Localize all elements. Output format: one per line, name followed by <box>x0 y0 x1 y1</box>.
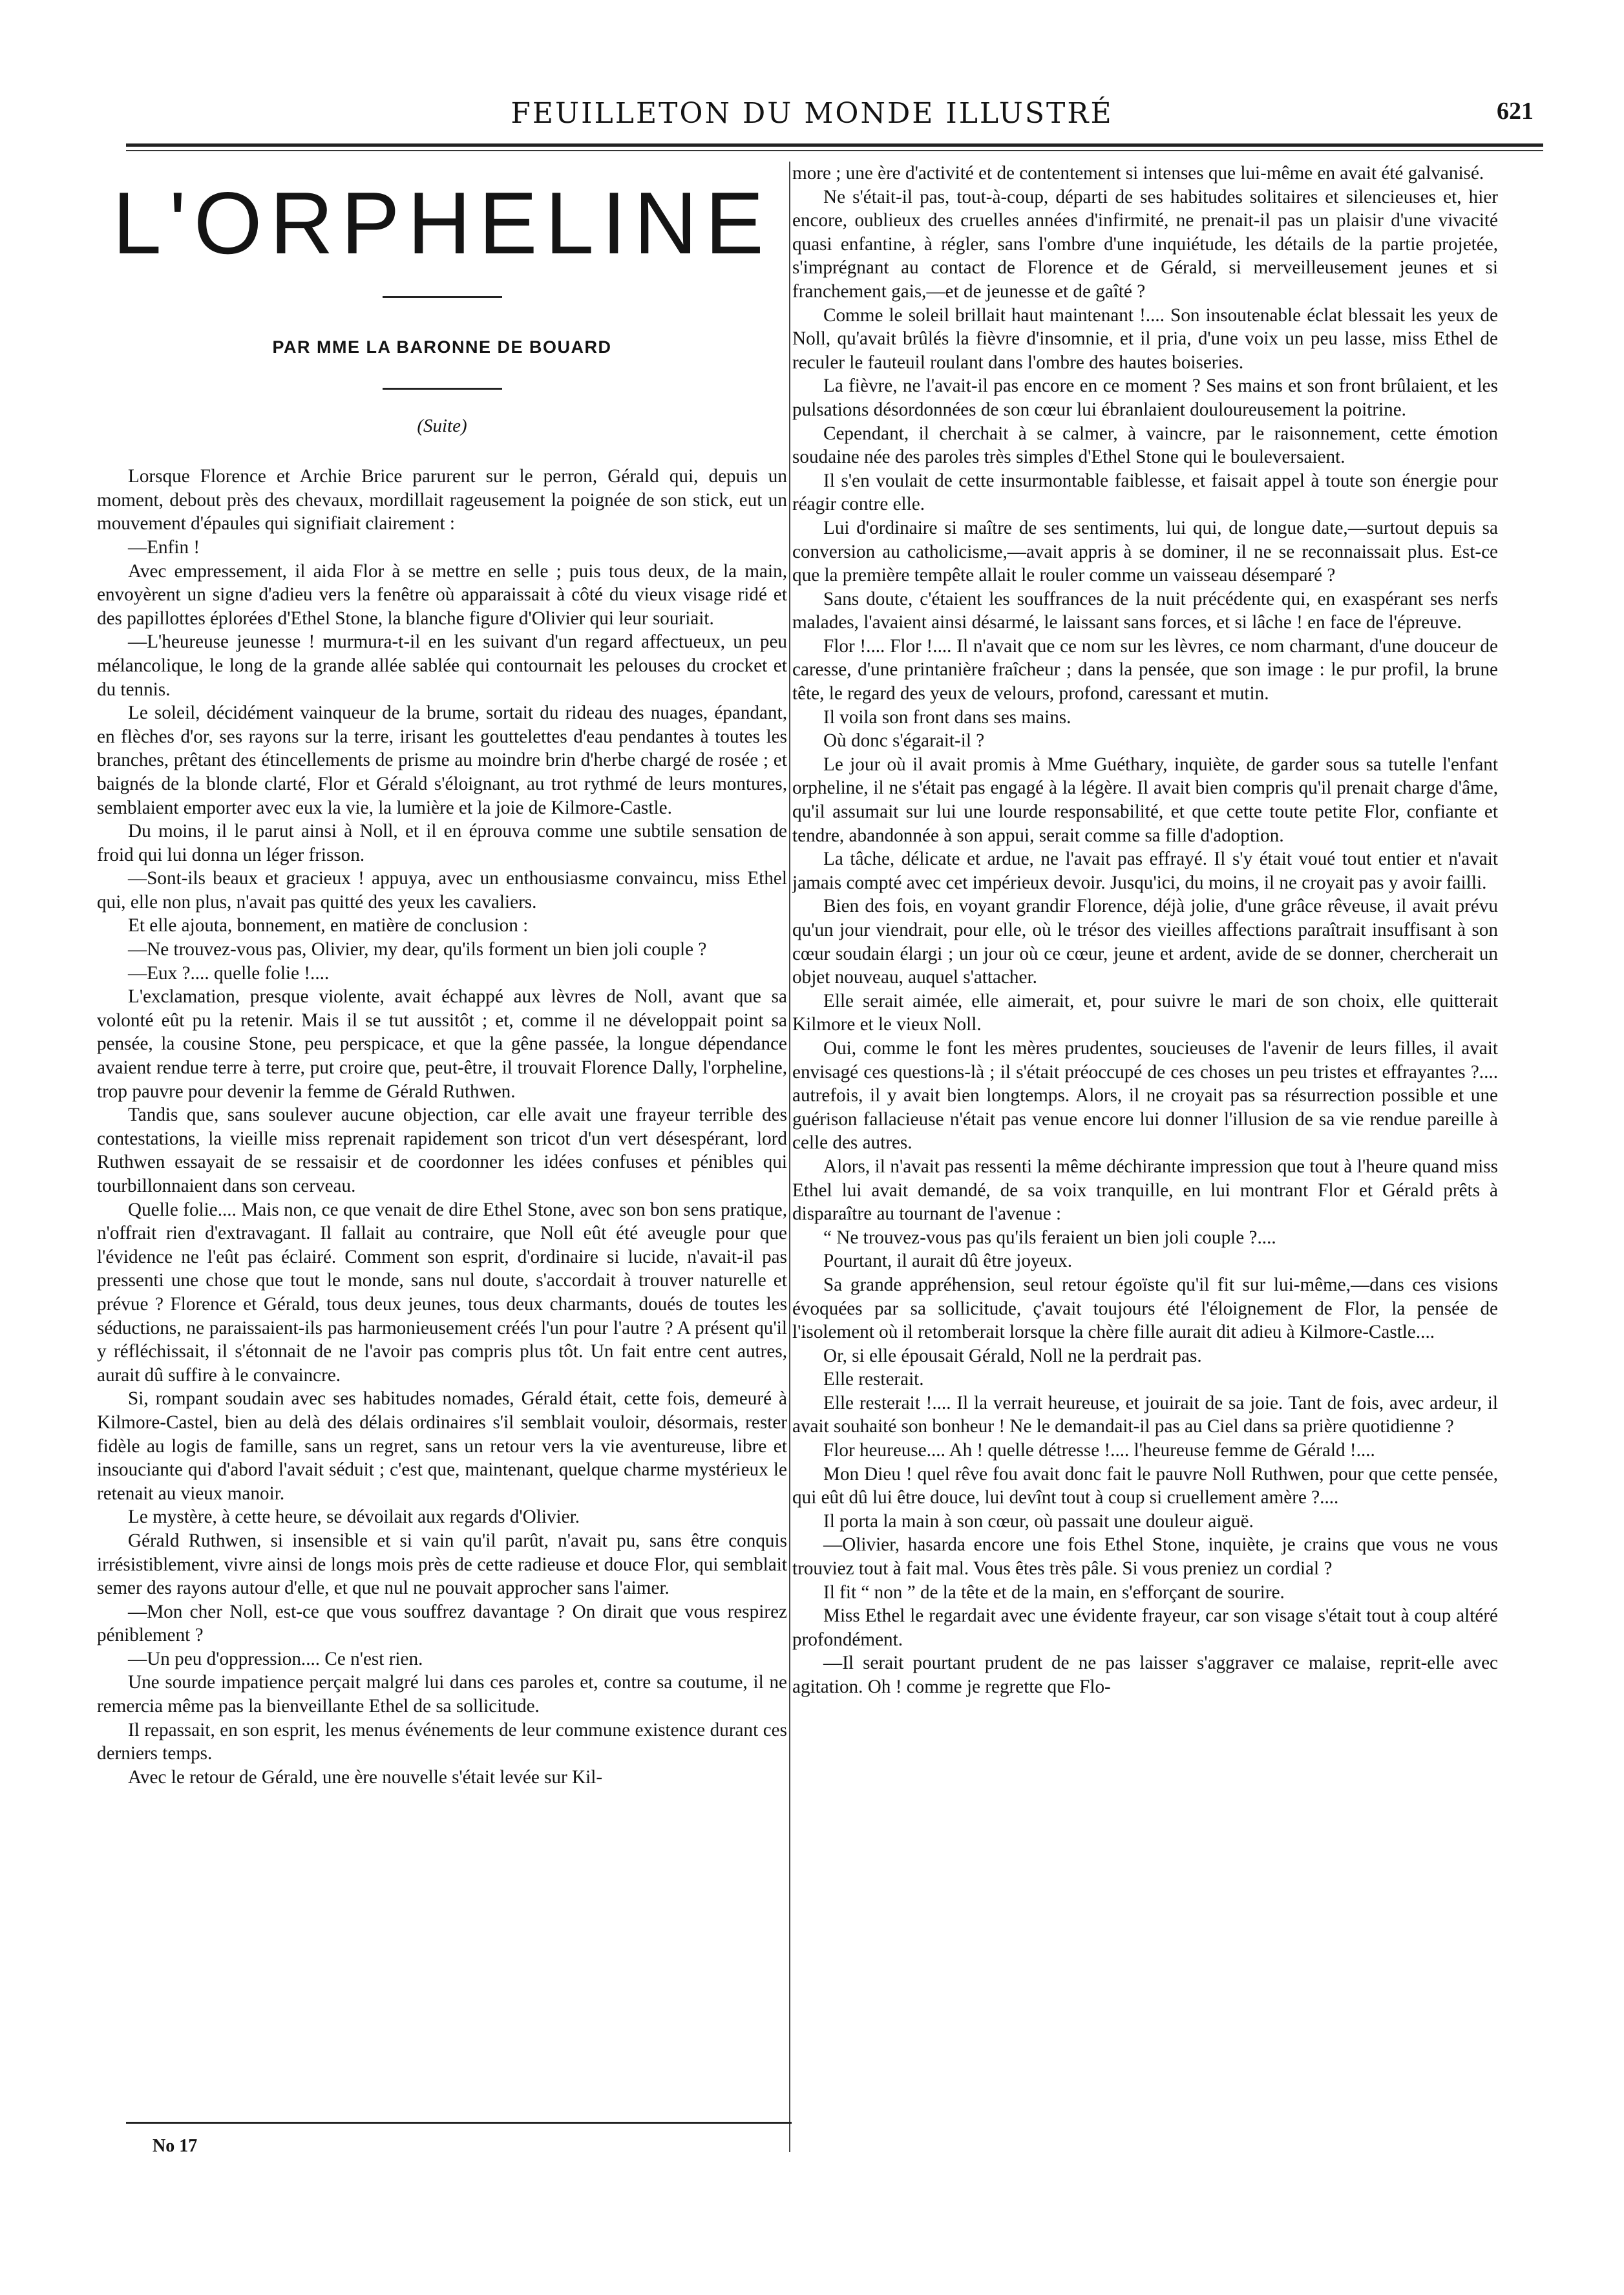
paragraph: —Eux ?.... quelle folie !.... <box>128 962 330 984</box>
paragraph: Avec empressement, il aida Flor à se mettre en selle ; puis tous deux, de la main, envoyèrent un signe d'adieu vers la fenêtre où apparaissait à côté du vieux visage ridé et des papillottes éplorées d'Ethel Stone, la blanche figure d'Olivier qui leur souriait. <box>97 560 787 629</box>
paragraph: Il s'en voulait de cette insurmontable faiblesse, et faisait appel à toute son énergie pour réagir contre elle. <box>792 470 1498 515</box>
paragraph: —Mon cher Noll, est-ce que vous souffrez davantage ? On dirait que vous respirez péniblement ? <box>97 1601 787 1646</box>
paragraph: La fièvre, ne l'avait-il pas encore en ce moment ? Ses mains et son front brûlaient, et les pulsations désordonnées de son cœur lui ébranlaient douloureusement la poitrine. <box>792 375 1498 420</box>
running-head <box>0 97 1624 136</box>
article-title: L'ORPHELINE <box>112 174 772 272</box>
paragraph: Si, rompant soudain avec ses habitudes nomades, Gérald était, cette fois, demeuré à Kilmore-Castel, bien au delà des délais ordinaires s'il semblait vouloir, désormais, rester fidèle au logis de famille, sans un regret, sans un retour vers la vie aventureuse, libre et insouciante qui d'abord l'avait séduit ; c'est que, maintenant, quelque charme mystérieux le retenait au vieux manoir. <box>97 1388 787 1504</box>
paragraph: Elle serait aimée, elle aimerait, et, pour suivre le mari de son choix, elle quitterait Kilmore et le vieux Noll. <box>792 990 1498 1035</box>
paragraph: Cependant, il cherchait à se calmer, à vaincre, par le raisonnement, cette émotion soudaine née des paroles très simples d'Ethel Stone qui le bouleversaient. <box>792 423 1498 468</box>
left-column-body <box>97 465 787 1789</box>
paragraph: —Un peu d'oppression.... Ce n'est rien. <box>128 1648 423 1669</box>
paragraph: Ne s'était-il pas, tout-à-coup, départi de ses habitudes solitaires et silencieuses et, hier encore, oublieux des cruelles années d'infirmité, ne prenait-il pas un plaisir d'une vivacité quasi enfantine, à régler, sans l'ombre d'une inquiétude, les détails de la partie projetée, s'imprégnant au contact de Florence et de Gérald, si merveilleusement jeunes et si franchement gais,—et de jeunesse et de gaîté ? <box>792 186 1498 302</box>
paragraph: Lorsque Florence et Archie Brice parurent sur le perron, Gérald qui, depuis un moment, debout près des chevaux, mordillait rageusement la poignée de son stick, eut un mouvement d'épaules qui signifiait clairement : <box>97 466 787 534</box>
paragraph: Lui d'ordinaire si maître de ses sentiments, lui qui, de longue date,—surtout depuis sa conversion au catholicisme,—avait appris à se dominer, il ne se reconnaissait plus. Est-ce que la première tempête allait le rouler comme un vaisseau désemparé ? <box>792 517 1498 586</box>
paragraph: L'exclamation, presque violente, avait échappé aux lèvres de Noll, avant que sa volonté eût pu la retenir. Mais il se tut aussitôt ; et, comme il ne développait point sa pensée, la cousine Stone, peu perspicace, et que la gêne passée, la longue dépendance avaient rendue terre à terre, put croire que, peut-être, il trouvait Florence Dally, l'orpheline, trop pauvre pour devenir la femme de Gérald Ruthwen. <box>97 986 787 1102</box>
paragraph: La tâche, délicate et ardue, ne l'avait pas effrayé. Il s'y était voué tout entier et n'avait jamais compté avec cet impérieux devoir. Jusqu'ici, du moins, il ne croyait pas y avoir failli. <box>792 849 1498 893</box>
page-number: 621 <box>1497 98 1534 125</box>
paragraph: Bien des fois, en voyant grandir Florence, déjà jolie, d'une grâce rêveuse, il avait prévu qu'un jour viendrait, pour elle, où le trésor des vieilles affections paraîtrait insuffisant à son cœur soudain élargi ; un jour où ce cœur, jeune et ardent, avide de se donner, chercherait un objet nouveau, auquel s'attacher. <box>792 896 1498 988</box>
paragraph: —Enfin ! <box>128 536 200 558</box>
paragraph: Il repassait, en son esprit, les menus événements de leur commune existence durant ces derniers temps. <box>97 1719 787 1764</box>
paragraph: Le soleil, décidément vainqueur de la brume, sortait du rideau des nuages, épandant, en flèches d'or, ses rayons sur la terre, irisant les gouttelettes d'eau pendantes à toutes les branches, prêtant des étincellements de prisme au moindre brin d'herbe chargé de rosée ; et baignés de la blonde clarté, Flor et Gérald s'éloignant, au trot rythmé de leurs montures, semblaient emporter avec eux la vie, la lumière et la joie de Kilmore-Castle. <box>97 703 787 818</box>
paragraph: Pourtant, il aurait dû être joyeux. <box>823 1251 1073 1272</box>
right-column-body <box>792 185 1498 1699</box>
paragraph: Flor !.... Flor !.... Il n'avait que ce nom sur les lèvres, ce nom charmant, d'une douceur de caresse, d'une printanière fraîcheur ; dans la pensée, que son image : le pur profil, la brune tête, le regard des yeux de velours, profond, caressant et mutin. <box>792 635 1498 704</box>
paragraph: Gérald Ruthwen, si insensible et si vain qu'il parût, n'avait pu, sans être conquis irrésistiblement, vivre ainsi de longs mois près de cette radieuse et douce Flor, qui semblait semer des rayons autour d'elle, et que nul ne pouvait approcher sans l'aimer. <box>97 1530 787 1599</box>
paragraph: Le mystère, à cette heure, se dévoilait aux regards d'Olivier. <box>128 1507 580 1528</box>
right-column <box>792 162 1498 2159</box>
paragraph: —Ne trouvez-vous pas, Olivier, my dear, qu'ils forment un bien joli couple ? <box>128 939 707 960</box>
byline: PAR MME LA BARONNE DE BOUARD <box>272 337 612 357</box>
paragraph: —Il serait pourtant prudent de ne pas laisser s'aggraver ce malaise, reprit-elle avec agitation. Oh ! comme je regrette que Flo- <box>792 1653 1498 1697</box>
paragraph: “ Ne trouvez-vous pas qu'ils feraient un bien joli couple ?.... <box>823 1227 1276 1248</box>
header-rule-thin <box>126 150 1543 151</box>
paragraph: Sa grande appréhension, seul retour égoïste qu'il fit sur lui-même,—dans ces visions évoquées par sa sollicitude, ç'avait toujours été l'éloignement de Flor, la pensée de l'isolement où il retomberait lorsque la chère fille aurait dit adieu à Kilmore-Castle.... <box>792 1274 1498 1343</box>
column-divider <box>789 162 790 2152</box>
paragraph: Flor heureuse.... Ah ! quelle détresse !.... l'heureuse femme de Gérald !.... <box>823 1440 1375 1461</box>
paragraph: Sans doute, c'étaient les souffrances de la nuit précédente qui, en exaspérant ses nerfs malades, l'avaient ainsi désarmé, le laissant sans forces, et si lâche ! en face de l'épreuve. <box>792 588 1498 633</box>
header-rule <box>126 143 1543 147</box>
running-title: FEUILLETON DU MONDE ILLUSTRÉ <box>511 97 1113 130</box>
paragraph: Alors, il n'avait pas ressenti la même déchirante impression que tout à l'heure quand miss Ethel lui avait demandé, de sa voix tranquille, en lui montrant Flor et Gérald prêts à disparaître au tournant de l'avenue : <box>792 1156 1498 1225</box>
paragraph: Il porta la main à son cœur, où passait une douleur aiguë. <box>823 1510 1254 1532</box>
paragraph: Mon Dieu ! quel rêve fou avait donc fait le pauvre Noll Ruthwen, pour que cette pensée, qui eût dû lui être douce, lui devînt tout à coup si cruellement amère ?.... <box>792 1463 1498 1508</box>
footer-rule <box>126 2122 792 2124</box>
paragraph: Où donc s'égarait-il ? <box>823 730 985 752</box>
paragraph: Elle resterait. <box>823 1369 924 1390</box>
paragraph: Du moins, il le parut ainsi à Noll, et il en éprouva comme une subtile sensation de froid qui lui donna un léger frisson. <box>97 821 787 865</box>
byline-rule <box>383 388 502 390</box>
paragraph: Oui, comme le font les mères prudentes, soucieuses de l'avenir de leurs filles, il avait envisagé ces questions-là ; il s'était préoccupé de ces choses un peu tristes et effrayantes ?.... autrefois, il y avait bien longtemps. Alors, il ne croyait pas sa résurrection possible et une guérison fallacieuse n'était pas venue encore lui donner l'illusion de sa vie rendue pareille à celle des autres. <box>792 1037 1498 1154</box>
paragraph: Et elle ajouta, bonnement, en matière de conclusion : <box>128 915 529 936</box>
paragraph: Il voila son front dans ses mains. <box>823 706 1071 728</box>
paragraph: Quelle folie.... Mais non, ce que venait de dire Ethel Stone, avec son bon sens pratique, n'offrait rien d'extravagant. Il fallait au contraire, que Noll eût été aveugle pour que l'évidence ne l'eût pas éclairé. Comment son esprit, d'ordinaire si lucide, n'avait-il pas pressenti une chose que tout le monde, sans nul doute, s'accordait à trouver naturelle et prévue ? Florence et Gérald, tous deux jeunes, tous deux charmants, doués de toutes les séductions, ne paraissaient-ils pas harmonieusement créés l'un pour l'autre ? A présent qu'il y réfléchissait, il s'étonnait de ne l'avoir pas compris plus tôt. Un fait entre cent autres, aurait dû suffire à le convaincre. <box>97 1199 787 1386</box>
paragraph: —Olivier, hasarda encore une fois Ethel Stone, inquiète, je crains que vous ne vous trouviez tout à fait mal. Vous êtes très pâle. Si vous preniez un cordial ? <box>792 1534 1498 1580</box>
paragraph: Le jour où il avait promis à Mme Guéthary, inquiète, de garder sous sa tutelle l'enfant orpheline, il ne s'était pas engagé à la légère. Il avait bien compris qu'il prenait charge d'âme, qu'il assumait sur lui une lourde responsabilité, et que cette toute petite Flor, confiante et tendre, abandonnée à son appui, serait comme sa fille d'adoption. <box>792 754 1498 846</box>
paragraph: Elle resterait !.... Il la verrait heureuse, et jouirait de sa joie. Tant de fois, avec ardeur, il avait souhaité son bonheur ! Ne le demandait-il pas au Ciel dans sa prière quotidienne ? <box>792 1392 1498 1437</box>
paragraph: Il fit “ non ” de la tête et de la main, en s'efforçant de sourire. <box>823 1581 1285 1603</box>
issue-number: No 17 <box>153 2136 198 2156</box>
title-rule <box>383 296 502 298</box>
paragraph: Miss Ethel le regardait avec une évidente frayeur, car son visage s'était tout à coup altéré profondément. <box>792 1605 1498 1650</box>
paragraph-continuation: more ; une ère d'activité et de contentement si intenses que lui-même en avait été galvanisé. <box>792 163 1484 184</box>
paragraph: Tandis que, sans soulever aucune objection, car elle avait une frayeur terrible des contestations, la vieille miss reprenait rapidement son tricot d'un vert désespérant, lord Ruthwen essayait de se ressaisir et de coordonner les idées confuses et pénibles qui tourbillonnaient dans son cerveau. <box>97 1105 787 1196</box>
paragraph: —L'heureuse jeunesse ! murmura-t-il en les suivant d'un regard affectueux, un peu mélancolique, le long de la grande allée sablée qui contournait les pelouses du crocket et du tennis. <box>97 631 787 700</box>
paragraph: Une sourde impatience perçait malgré lui dans ces paroles et, contre sa coutume, il ne remercia même pas la bienveillante Ethel de sa sollicitude. <box>97 1672 787 1717</box>
paragraph: Or, si elle épousait Gérald, Noll ne la perdrait pas. <box>823 1345 1202 1366</box>
paragraph: Avec le retour de Gérald, une ère nouvelle s'était levée sur Kil- <box>128 1766 603 1788</box>
left-column <box>97 162 787 2159</box>
paragraph: Comme le soleil brillait haut maintenant !.... Son insoutenable éclat blessait les yeux de Noll, qu'avait brûlés la fièvre d'insomnie, et il pria, d'une voix un peu lasse, miss Ethel de reculer le fauteuil roulant dans l'ombre des hautes boiseries. <box>792 304 1498 373</box>
paragraph: —Sont-ils beaux et gracieux ! appuya, avec un enthousiasme convaincu, miss Ethel qui, elle non plus, n'avait pas quitté des yeux les cavaliers. <box>97 868 787 913</box>
continued-label: (Suite) <box>417 415 467 436</box>
